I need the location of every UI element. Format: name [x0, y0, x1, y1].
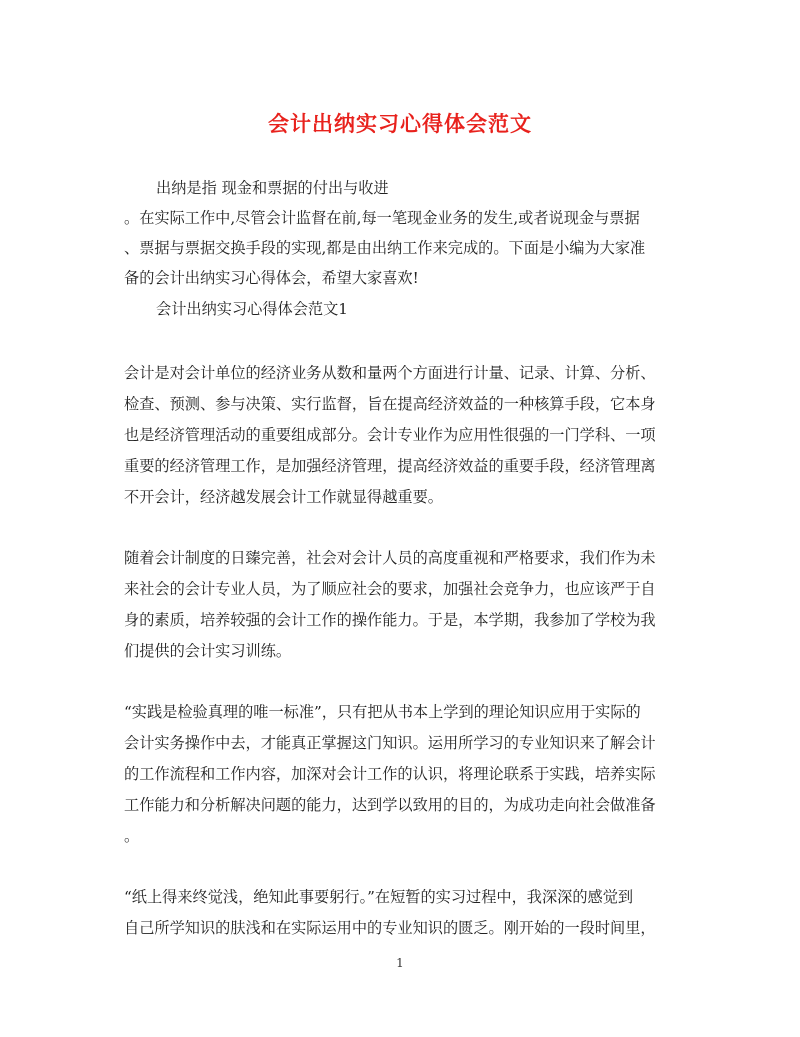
paragraph-1-line: 检查、预测、参与决策、实行监督，旨在提高经济效益的一种核算手段，它本身 [124, 395, 656, 413]
paragraph-1-line: 会计是对会计单位的经济业务从数和量两个方面进行计量、记录、计算、分析、 [124, 364, 656, 382]
intro-line: 备的会计出纳实习心得体会，希望大家喜欢! [124, 269, 419, 287]
paragraph-1-line: 不开会计，经济越发展会计工作就显得越重要。 [124, 488, 443, 506]
paragraph-2-line: 们提供的会计实习训练。 [124, 642, 292, 660]
paragraph-1-line: 重要的经济管理工作，是加强经济管理，提高经济效益的重要手段，经济管理离 [124, 457, 656, 475]
paragraph-3-line: “实践是检验真理的唯一标准”，只有把从书本上学到的理论知识应用于实际的 [124, 703, 641, 721]
paragraph-2-line: 身的素质，培养较强的会计工作的操作能力。于是，本学期，我参加了学校为我 [124, 611, 656, 629]
paragraph-4-line: 自己所学知识的肤浅和在实际运用中的专业知识的匮乏。刚开始的一段时间里， [124, 919, 656, 937]
section-heading: 会计出纳实习心得体会范文1 [156, 300, 348, 318]
paragraph-2-line: 来社会的会计专业人员，为了顺应社会的要求，加强社会竞争力，也应该严于自 [124, 580, 656, 598]
paragraph-3-line: 会计实务操作中去，才能真正掌握这门知识。运用所学习的专业知识来了解会计 [124, 734, 656, 752]
intro-line: 。在实际工作中,尽管会计监督在前,每一笔现金业务的发生,或者说现金与票据 [124, 209, 640, 227]
paragraph-3-line: 。 [124, 827, 140, 845]
paragraph-2-line: 随着会计制度的日臻完善，社会对会计人员的高度重视和严格要求，我们作为未 [124, 549, 656, 567]
paragraph-4-line: “纸上得来终觉浅，绝知此事要躬行。”在短暂的实习过程中，我深深的感觉到 [124, 888, 634, 906]
paragraph-1-line: 也是经济管理活动的重要组成部分。会计专业作为应用性很强的一门学科、一项 [124, 426, 656, 444]
paragraph-3-line: 的工作流程和工作内容，加深对会计工作的认识，将理论联系于实践，培养实际 [124, 765, 656, 783]
page-number: 1 [396, 956, 404, 970]
intro-line: 出纳是指 现金和票据的付出与收进 [156, 179, 389, 197]
intro-line: 、票据与票据交换手段的实现,都是由出纳工作来完成的。下面是小编为大家准 [124, 239, 646, 257]
paragraph-3-line: 工作能力和分析解决问题的能力，达到学以致用的目的，为成功走向社会做准备 [124, 796, 656, 814]
document-title: 会计出纳实习心得体会范文 [268, 111, 532, 136]
